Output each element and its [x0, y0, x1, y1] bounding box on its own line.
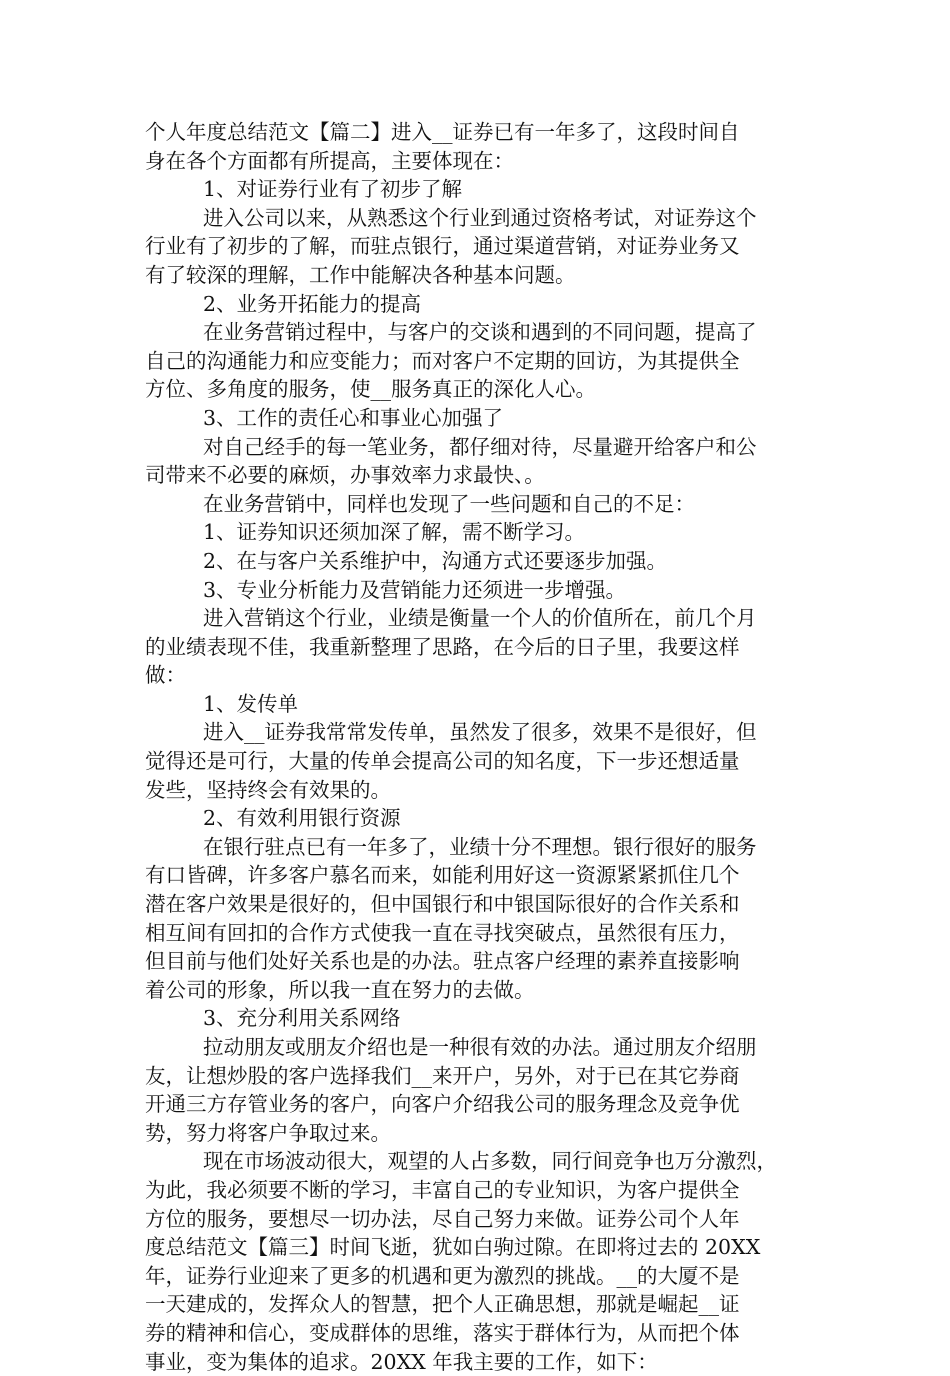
text-line: 在业务营销中，同样也发现了一些问题和自己的不足：	[203, 491, 695, 516]
text-line: 事业，变为集体的追求。20XX 年我主要的工作，如下：	[145, 1349, 658, 1374]
text-line: 自己的沟通能力和应变能力；而对客户不定期的回访，为其提供全	[145, 348, 740, 373]
text-line: 1、发传单	[203, 691, 299, 716]
text-line: 进入__证券我常常发传单，虽然发了很多，效果不是很好，但	[203, 720, 757, 745]
text-line: 行业有了初步的了解，而驻点银行，通过渠道营销，对证券业务又	[145, 234, 740, 259]
text-line: 潜在客户效果是很好的，但中国银行和中银国际很好的合作关系和	[145, 892, 740, 917]
text-line: 在业务营销过程中，与客户的交谈和遇到的不同问题，提高了	[203, 320, 757, 345]
text-line: 2、业务开拓能力的提高	[203, 291, 422, 316]
text-line: 1、证券知识还须加深了解，需不断学习。	[203, 520, 586, 545]
text-line: 度总结范文【篇三】时间飞逝，犹如白驹过隙。在即将过去的 20XX	[145, 1235, 761, 1260]
text-line: 方位的服务，要想尽一切办法，尽自己努力来做。证券公司个人年	[145, 1206, 740, 1231]
text-line: 做：	[145, 663, 186, 688]
text-line: 券的精神和信心，变成群体的思维，落实于群体行为，从而把个体	[145, 1320, 740, 1345]
text-line: 拉动朋友或朋友介绍也是一种很有效的办法。通过朋友介绍朋	[203, 1035, 757, 1059]
text-line: 个人年度总结范文【篇二】进入__证券已有一年多了，这段时间自	[145, 120, 740, 144]
text-line: 相互间有回扣的合作方式使我一直在寻找突破点，虽然很有压力，	[145, 920, 740, 945]
text-line: 觉得还是可行，大量的传单会提高公司的知名度，下一步还想适量	[145, 749, 740, 774]
text-line: 3、工作的责任心和事业心加强了	[203, 405, 504, 430]
text-line: 现在市场波动很大，观望的人占多数，同行间竞争也万分激烈，	[203, 1149, 777, 1174]
text-line: 2、在与客户关系维护中，沟通方式还要逐步加强。	[203, 548, 668, 573]
text-line: 在银行驻点已有一年多了，业绩十分不理想。银行很好的服务	[203, 834, 757, 859]
text-line: 3、专业分析能力及营销能力还须进一步增强。	[203, 577, 627, 602]
text-line: 势，努力将客户争取过来。	[145, 1120, 391, 1145]
text-line: 方位、多角度的服务，使__服务真正的深化人心。	[145, 377, 596, 402]
text-line: 2、有效利用银行资源	[203, 806, 401, 831]
text-line: 进入公司以来，从熟悉这个行业到通过资格考试，对证券这个	[203, 205, 757, 230]
text-line: 年，证券行业迎来了更多的机遇和更为激烈的挑战。__的大厦不是	[145, 1263, 740, 1288]
text-line: 友，让想炒股的客户选择我们__来开户，另外，对于已在其它券商	[145, 1063, 740, 1088]
text-line: 1、对证券行业有了初步了解	[203, 177, 463, 202]
text-line: 身在各个方面都有所提高，主要体现在：	[145, 148, 514, 173]
text-line: 但目前与他们处好关系也是的办法。驻点客户经理的素养直接影响	[145, 949, 740, 974]
text-line: 司带来不必要的麻烦，办事效率力求最快、。	[145, 463, 545, 488]
text-line: 进入营销这个行业，业绩是衡量一个人的价值所在，前几个月	[203, 606, 757, 631]
text-line: 着公司的形象，所以我一直在努力的去做。	[145, 977, 535, 1002]
text-line: 开通三方存管业务的客户，向客户介绍我公司的服务理念及竞争优	[145, 1092, 740, 1117]
text-line: 的业绩表现不佳，我重新整理了思路，在今后的日子里，我要这样	[145, 634, 740, 659]
text-line: 3、充分利用关系网络	[203, 1006, 401, 1031]
text-line: 对自己经手的每一笔业务，都仔细对待，尽量避开给客户和公	[203, 434, 757, 459]
document-body	[145, 118, 810, 1376]
text-line: 一天建成的，发挥众人的智慧，把个人正确思想，那就是崛起__证	[145, 1292, 740, 1317]
text-line: 为此，我必须要不断的学习，丰富自己的专业知识，为客户提供全	[145, 1177, 740, 1202]
text-line: 有了较深的理解，工作中能解决各种基本问题。	[145, 262, 576, 287]
text-line: 发些，坚持终会有效果的。	[145, 777, 391, 802]
text-line: 有口皆碑，许多客户慕名而来，如能利用好这一资源紧紧抓住几个	[145, 863, 740, 888]
